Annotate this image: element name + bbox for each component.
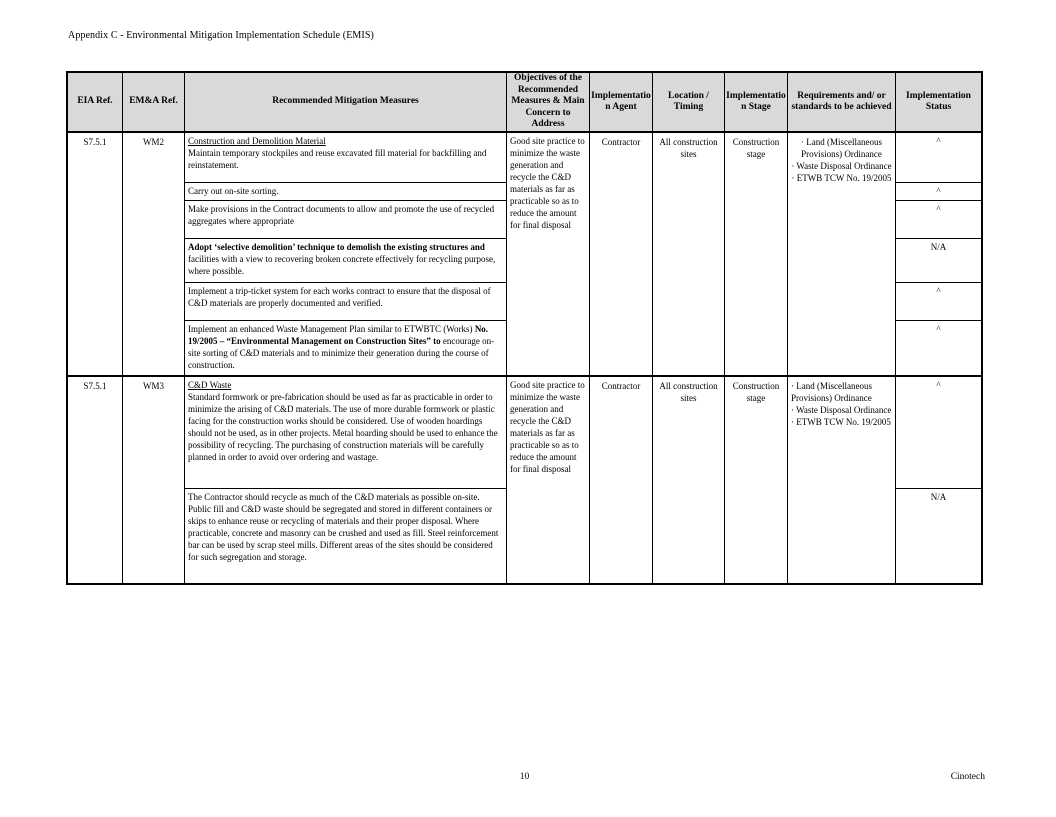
measure-item (185, 183, 506, 201)
requirement-item: · ETWB TCW No. 19/2005 (791, 417, 891, 427)
header-implementation-agent: Implementation Agent (590, 73, 653, 131)
emis-table (66, 71, 983, 585)
measure-item (185, 321, 506, 375)
measure-text: Implement an enhanced Waste Management Plan similar to ETWBTC (Works) No. 19/2005 – “Environmental Management on Construction Sites” to encourage on-site sorting of C&D materials and to minimize their generation during the course of construction. (188, 324, 495, 370)
header-eia-ref: EIA Ref. (68, 73, 123, 131)
footer-company: Cinotech (950, 772, 985, 782)
measure-item (185, 489, 506, 583)
stage-cell: Construction stage (725, 377, 788, 583)
status-value: ^ (896, 133, 981, 183)
table-header-row (68, 73, 981, 133)
location-cell: All construction sites (653, 377, 725, 583)
header-objectives: Objectives of the Recommended Measures & Main Concern to Address (507, 73, 590, 131)
ema-ref: WM2 (123, 133, 185, 375)
requirement-item: · Land (Miscellaneous Provisions) Ordinance (791, 381, 872, 403)
ema-ref: WM3 (123, 377, 185, 583)
requirement-item: · Land (Miscellaneous Provisions) Ordinance (801, 137, 882, 159)
header-ema-ref: EM&A Ref. (123, 73, 185, 131)
objectives-cell: Good site practice to minimize the waste generation and recycle the C&D materials as far as practicable so as to reduce the amount for final disposal (507, 133, 590, 375)
measure-heading: Construction and Demolition Material (188, 136, 326, 146)
measure-heading: C&D Waste (188, 380, 232, 390)
status-value: N/A (896, 239, 981, 283)
objectives-cell: Good site practice to minimize the waste generation and recycle the C&D materials as far as practicable so as to reduce the amount for final disposal (507, 377, 590, 583)
table-row-wm2 (68, 133, 981, 377)
eia-ref: S7.5.1 (68, 377, 123, 583)
agent-cell: Contractor (590, 133, 653, 375)
header-mitigation-measures: Recommended Mitigation Measures (185, 73, 507, 131)
measure-item (185, 239, 506, 283)
requirement-item: · Waste Disposal Ordinance (791, 405, 892, 415)
page-number: 10 (519, 772, 530, 782)
measure-item (185, 201, 506, 239)
requirement-item: · ETWB TCW No. 19/2005 (791, 173, 892, 183)
header-requirements: Requirements and/ or standards to be achieved (788, 73, 896, 131)
status-value: N/A (930, 492, 947, 502)
requirements-cell (788, 133, 896, 375)
status-value: ^ (896, 283, 981, 321)
status-value: ^ (936, 324, 941, 334)
eia-ref: S7.5.1 (68, 133, 123, 375)
measures-cell (185, 133, 507, 375)
header-implementation-stage: Implementation Stage (725, 73, 788, 131)
measure-text: Standard formwork or pre-fabrication should be used as far as practicable in order to minimize the arising of C&D materials. The use of more durable formwork or plastic facing for the construction works should be considered. Use of wooden hoardings should not be used, as in other projects. Metal hoarding should be used to enhance the possibility of recycling. The purchasing of construction materials will be carefully planned in order to avoid over ordering and wastage. (188, 392, 498, 462)
measure-text: Make provisions in the Contract documents to allow and promote the use of recycled aggregates where appropriate (188, 204, 495, 226)
requirements-cell (788, 377, 896, 583)
measure-text: Carry out on-site sorting. (188, 186, 279, 196)
status-value: ^ (896, 377, 981, 489)
header-implementation-status: Implementation Status (896, 73, 981, 131)
measure-text: Maintain temporary stockpiles and reuse excavated fill material for backfilling and reinstatement. (188, 148, 487, 170)
table-row-wm3 (68, 377, 981, 583)
stage-cell: Construction stage (725, 133, 788, 375)
location-cell: All construction sites (653, 133, 725, 375)
status-cell (896, 133, 981, 375)
requirement-item: · Waste Disposal Ordinance (791, 161, 892, 171)
page-title: Appendix C - Environmental Mitigation Implementation Schedule (EMIS) (68, 30, 374, 41)
measure-text: Adopt ‘selective demolition’ technique to demolish the existing structures and facilities with a view to recovering broken concrete effectively for recycling purpose, where possible. (188, 242, 496, 276)
measure-item (185, 377, 506, 489)
status-cell (896, 377, 981, 583)
header-location-timing: Location / Timing (653, 73, 725, 131)
status-value: ^ (896, 183, 981, 201)
measure-text: Implement a trip-ticket system for each works contract to ensure that the disposal of C&D materials are properly documented and verified. (188, 286, 491, 308)
measure-item (185, 283, 506, 321)
status-value: ^ (896, 201, 981, 239)
measure-item (185, 133, 506, 183)
measures-cell (185, 377, 507, 583)
agent-cell: Contractor (590, 377, 653, 583)
measure-text: The Contractor should recycle as much of the C&D materials as possible on-site. Public fill and C&D waste should be segregated and stored in different containers or skips to enhance reuse or recycling of materials and their proper disposal. Where practicable, concrete and masonry can be crushed and used as fill. Steel reinforcement bar can be used by scrap steel mills. Different areas of the sites should be considered for such segregation and storage. (188, 492, 499, 562)
